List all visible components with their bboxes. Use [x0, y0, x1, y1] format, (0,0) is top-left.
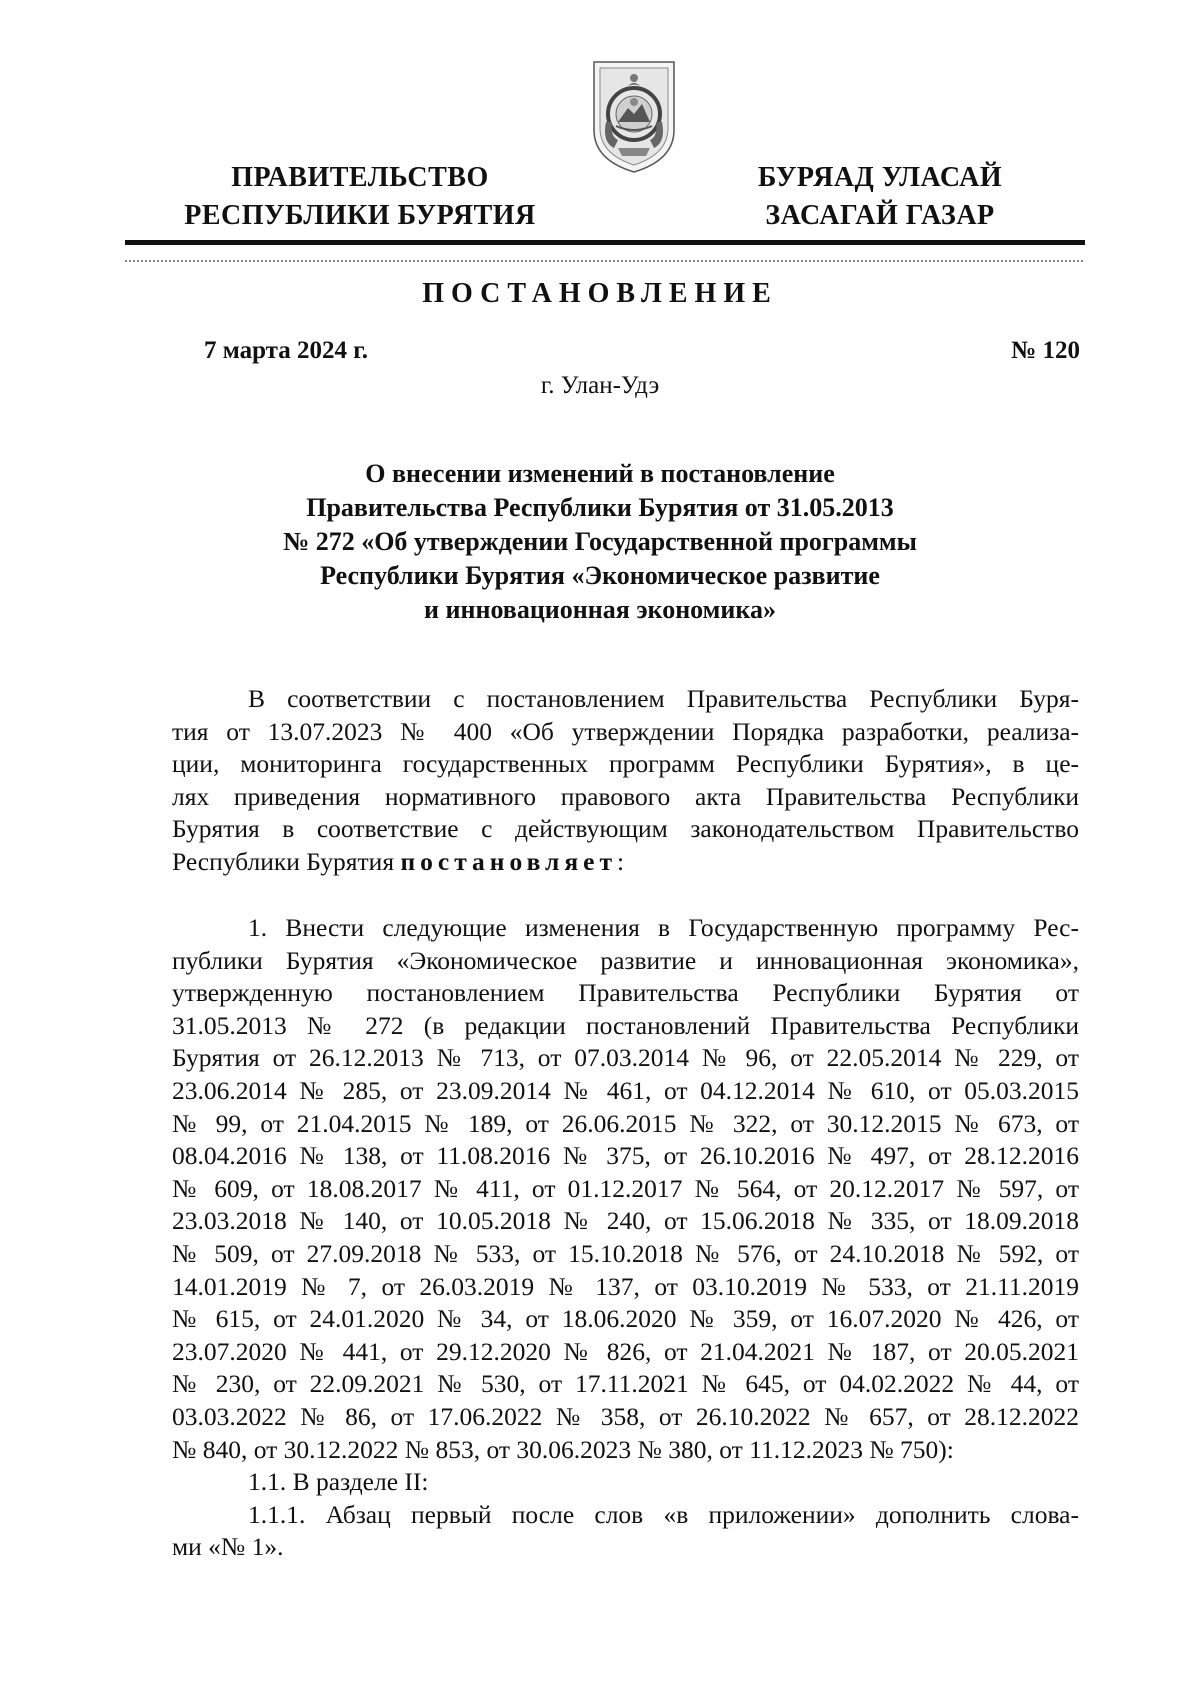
item-line: 23.03.2018 № 140, от 10.05.2018 № 240, от 15.06.2018 № 335, от 18.09.2018 [172, 1206, 1079, 1236]
preamble-line: тия от 13.07.2023 № 400 «Об утверждении Порядка разработки, реализа- [172, 716, 1079, 746]
item-line: № 509, от 27.09.2018 № 533, от 15.10.2018 № 576, от 24.10.2018 № 592, от [172, 1238, 1079, 1268]
preamble-line: ции, мониторинга государственных программ Республики Бурятия», в це- [172, 749, 1079, 779]
item-line: 08.04.2016 № 138, от 11.08.2016 № 375, от 26.10.2016 № 497, от 28.12.2016 [172, 1141, 1079, 1171]
document-city: г. Улан-Удэ [540, 372, 660, 399]
header-divider-thin [125, 260, 1085, 262]
item-line: 31.05.2013 № 272 (в редакции постановлений Правительства Республики [172, 1010, 1079, 1040]
item-line: № 99, от 21.04.2015 № 189, от 26.06.2015 № 322, от 30.12.2015 № 673, от [172, 1108, 1079, 1138]
item-line: 1.1. В разделе II: [248, 1467, 429, 1497]
item-line: ми «№ 1». [172, 1532, 284, 1562]
header-divider-thick [125, 240, 1085, 245]
document-subject [200, 457, 1000, 627]
item-line: 23.06.2014 № 285, от 23.09.2014 № 461, от 04.12.2014 № 610, от 05.03.2015 [172, 1075, 1079, 1105]
header-left-line2: РЕСПУБЛИКИ БУРЯТИЯ [184, 200, 536, 231]
document-date: 7 марта 2024 г. [204, 337, 369, 364]
item-line: 23.07.2020 № 441, от 29.12.2020 № 826, от 21.04.2021 № 187, от 20.05.2021 [172, 1336, 1079, 1366]
subject-line: Правительства Республики Бурятия от 31.05.2013 [306, 493, 894, 522]
item-line: № 615, от 24.01.2020 № 34, от 18.06.2020 № 359, от 16.07.2020 № 426, от [172, 1304, 1079, 1334]
coat-of-arms-emblem [588, 52, 680, 174]
item-line: 14.01.2019 № 7, от 26.03.2019 № 137, от 03.10.2019 № 533, от 21.11.2019 [172, 1271, 1079, 1301]
header-left-line1: ПРАВИТЕЛЬСТВО [231, 162, 489, 193]
item-line: № 609, от 18.08.2017 № 411, от 01.12.2017 № 564, от 20.12.2017 № 597, от [172, 1173, 1079, 1203]
preamble-last-prefix: Республики Бурятия [172, 846, 401, 876]
document-type-title: ПОСТАНОВЛЕНИЕ [422, 278, 778, 309]
subject-line: и инновационная экономика» [424, 595, 776, 624]
preamble-line: В соответствии с постановлением Правительства Республики Буря- [248, 684, 1079, 713]
subject-line: Республики Бурятия «Экономическое развитие [320, 561, 880, 590]
item-line: публики Бурятия «Экономическое развитие и инновационная экономика», [172, 945, 1079, 975]
item-line: № 230, от 22.09.2021 № 530, от 17.11.2021 № 645, от 04.02.2022 № 44, от [172, 1369, 1079, 1399]
subject-line: О внесении изменений в постановление [365, 459, 835, 488]
item-line: 03.03.2022 № 86, от 17.06.2022 № 358, от 26.10.2022 № 657, от 28.12.2022 [172, 1401, 1079, 1431]
item-line: 1.1.1. Абзац первый после слов «в приложении» дополнить слова- [248, 1499, 1079, 1529]
government-name-buryat [730, 159, 1030, 235]
decree-word: постановляет [400, 846, 617, 876]
preamble-line: лях приведения нормативного правового акта Правительства Республики [172, 781, 1079, 811]
government-name-russian [170, 159, 550, 235]
preamble-last-suffix: : [616, 846, 625, 876]
header-right-line2: ЗАСАГАЙ ГАЗАР [765, 200, 995, 231]
document-number: № 120 [1011, 337, 1080, 364]
subject-line: № 272 «Об утверждении Государственной программы [283, 527, 917, 556]
header-right-line1: БУРЯАД УЛАСАЙ [757, 162, 1003, 193]
preamble-last-line [172, 846, 1079, 879]
preamble-paragraph [172, 683, 1079, 879]
preamble-line: Бурятия в соответствие с действующим законодательством Правительство [172, 814, 1079, 844]
item-line: 1. Внести следующие изменения в Государственную программу Рес- [248, 913, 1079, 942]
item-line: № 840, от 30.12.2022 № 853, от 30.06.2023 № 380, от 11.12.2023 № 750): [172, 1434, 954, 1464]
item-line: утвержденную постановлением Правительства Республики Бурятия от [172, 978, 1079, 1008]
amendments-section [172, 912, 1079, 1564]
item-line: Бурятия от 26.12.2013 № 713, от 07.03.2014 № 96, от 22.05.2014 № 229, от [172, 1043, 1079, 1073]
